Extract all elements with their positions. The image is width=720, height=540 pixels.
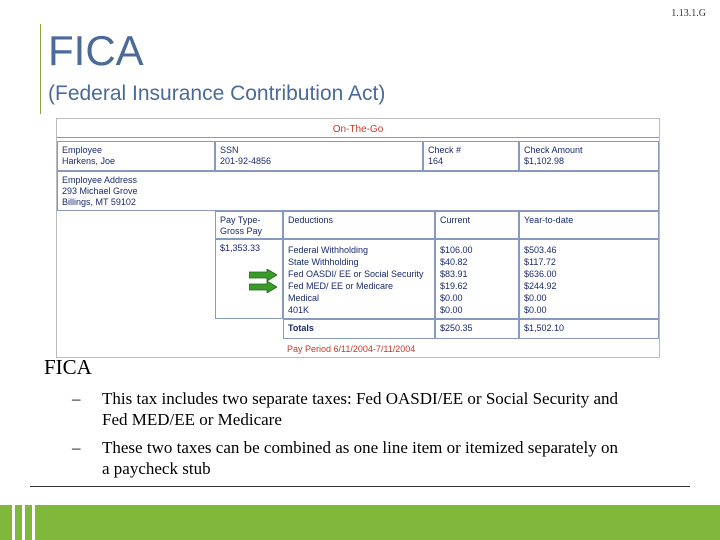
deduction-ytd: $503.46 bbox=[524, 245, 557, 255]
employee-cell bbox=[57, 141, 215, 171]
totals-label: Totals bbox=[288, 323, 314, 333]
bullet-dash: – bbox=[72, 389, 81, 408]
check-amount-cell bbox=[519, 141, 659, 171]
deduction-current: $106.00 bbox=[440, 245, 473, 255]
pay-type-label-1: Pay Type- bbox=[220, 215, 261, 225]
deduction-ytd: $0.00 bbox=[524, 305, 547, 315]
footer-stripe bbox=[32, 505, 35, 540]
check-number-cell bbox=[423, 141, 519, 171]
footer-bar bbox=[0, 505, 720, 540]
paycheck-stub bbox=[56, 118, 660, 358]
section-heading: FICA bbox=[44, 355, 92, 379]
deduction-current-values bbox=[440, 244, 473, 316]
arrow-right-icon bbox=[249, 281, 277, 293]
bullet-item bbox=[72, 437, 626, 479]
footer-stripe bbox=[12, 505, 15, 540]
totals-ytd-cell bbox=[519, 319, 659, 339]
totals-ytd: $1,502.10 bbox=[524, 323, 565, 333]
page-title: FICA bbox=[48, 27, 144, 74]
pay-type-header-cell bbox=[215, 211, 283, 239]
deduction-ytd-values bbox=[524, 244, 557, 316]
deductions-header-cell bbox=[283, 211, 435, 239]
ssn-label: SSN bbox=[220, 145, 239, 155]
ytd-label: Year-to-date bbox=[524, 215, 574, 225]
totals-label-cell bbox=[283, 319, 435, 339]
address-label: Employee Address bbox=[62, 175, 138, 185]
deduction-current: $19.62 bbox=[440, 281, 468, 291]
stub-header-rule bbox=[57, 137, 659, 138]
address-cell bbox=[57, 171, 659, 211]
page-subtitle: (Federal Insurance Contribution Act) bbox=[48, 82, 386, 105]
address-line-1: 293 Michael Grove bbox=[62, 186, 138, 196]
employee-value: Harkens, Joe bbox=[62, 156, 116, 166]
deduction-names bbox=[288, 244, 424, 316]
bullet-item bbox=[72, 388, 626, 430]
totals-current-cell bbox=[435, 319, 519, 339]
bullet-list bbox=[72, 388, 626, 486]
deduction-name: Fed OASDI/ EE or Social Security bbox=[288, 269, 424, 279]
deduction-name: 401K bbox=[288, 305, 310, 315]
deduction-ytd: $636.00 bbox=[524, 269, 557, 279]
bullet-dash: – bbox=[72, 438, 81, 457]
title-accent-line bbox=[40, 24, 41, 114]
check-number-value: 164 bbox=[428, 156, 444, 166]
ssn-cell bbox=[215, 141, 423, 171]
bullet-text: This tax includes two separate taxes: Fed OASDI/EE or Social Security and Fed MED/EE or Medicare bbox=[102, 389, 619, 429]
deduction-ytd: $244.92 bbox=[524, 281, 557, 291]
deduction-current: $0.00 bbox=[440, 305, 463, 315]
ytd-header-cell bbox=[519, 211, 659, 239]
current-header-cell bbox=[435, 211, 519, 239]
check-amount-value: $1,102.98 bbox=[524, 156, 565, 166]
deduction-current: $0.00 bbox=[440, 293, 463, 303]
check-amount-label: Check Amount bbox=[524, 145, 583, 155]
ssn-value: 201-92-4856 bbox=[220, 156, 272, 166]
deductions-label: Deductions bbox=[288, 215, 334, 225]
current-label: Current bbox=[440, 215, 471, 225]
deduction-name: Federal Withholding bbox=[288, 245, 369, 255]
check-number-label: Check # bbox=[428, 145, 462, 155]
arrow-right-icon bbox=[249, 269, 277, 281]
pay-type-label-2: Gross Pay bbox=[220, 226, 263, 236]
footer-stripe bbox=[22, 505, 25, 540]
deduction-ytd: $0.00 bbox=[524, 293, 547, 303]
totals-current: $250.35 bbox=[440, 323, 473, 333]
deduction-name: State Withholding bbox=[288, 257, 359, 267]
bullet-text: These two taxes can be combined as one line item or itemized separately on a paycheck stub bbox=[102, 438, 618, 478]
deduction-name: Fed MED/ EE or Medicare bbox=[288, 281, 394, 291]
slide-number: 1.13.1.G bbox=[671, 8, 706, 19]
pay-period: Pay Period 6/11/2004-7/11/2004 bbox=[287, 344, 416, 354]
deduction-ytd: $117.72 bbox=[524, 257, 556, 267]
bottom-divider bbox=[30, 486, 690, 487]
employee-label: Employee bbox=[62, 145, 103, 155]
deduction-name: Medical bbox=[288, 293, 320, 303]
gross-pay-value: $1,353.33 bbox=[220, 243, 261, 253]
stub-company-name: On-The-Go bbox=[332, 124, 384, 135]
deduction-current: $83.91 bbox=[440, 269, 468, 279]
address-line-2: Billings, MT 59102 bbox=[62, 197, 136, 207]
deduction-current: $40.82 bbox=[440, 257, 468, 267]
